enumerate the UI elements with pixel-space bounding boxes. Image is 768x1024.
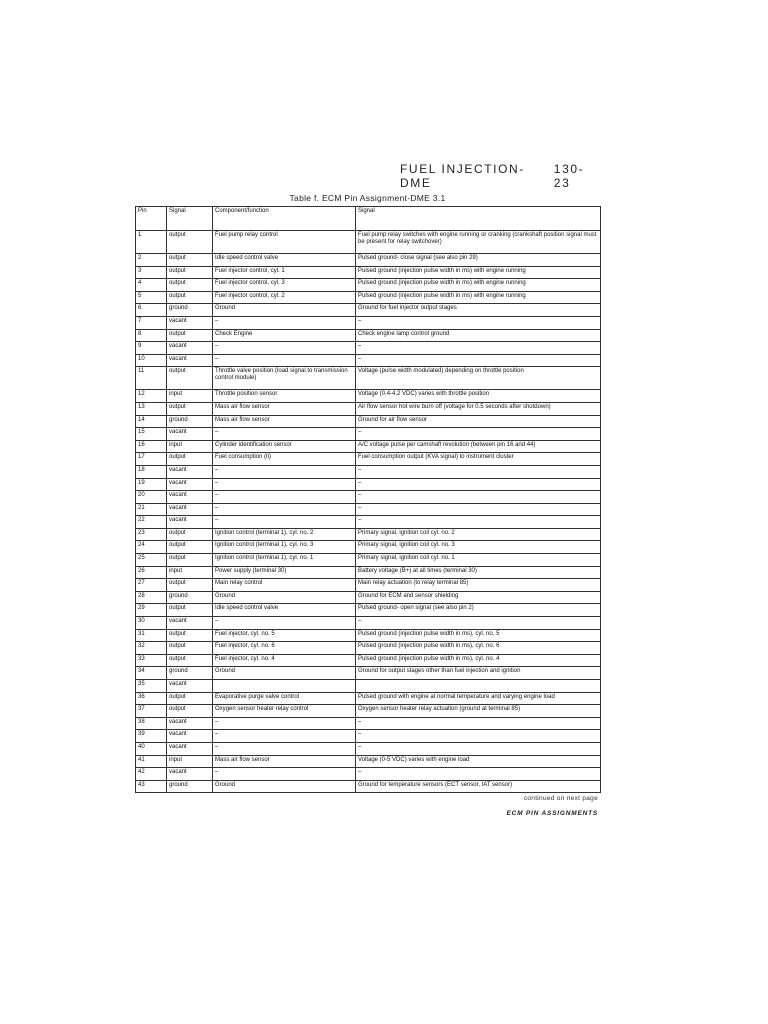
pin-cell: 8 [136,329,167,342]
component-cell: – [213,478,356,491]
component-cell: Ground [213,780,356,793]
table-row [136,579,601,592]
component-cell: – [213,768,356,781]
table-row [136,367,601,390]
signal-cell: output [167,541,213,554]
pin-cell: 5 [136,291,167,304]
component-cell: – [213,516,356,529]
description-cell: – [356,503,601,516]
description-cell: Pulsed ground (injection pulse width in ms), cyl. no. 5 [356,629,601,642]
pin-cell: 39 [136,730,167,743]
table-row [136,231,601,254]
signal-cell: output [167,266,213,279]
table-row [136,755,601,768]
table-row [136,402,601,415]
component-cell: Idle speed control valve [213,604,356,617]
description-cell: Voltage (pulse width modulated) depending on throttle position [356,367,601,390]
component-cell: Evaporative purge valve control [213,692,356,705]
description-cell: Ground for temperature sensors (ECT sensor, IAT sensor) [356,780,601,793]
table-row [136,465,601,478]
table-body [136,231,601,793]
component-cell: – [213,717,356,730]
signal-cell: output [167,402,213,415]
page-number: 130-23 [553,162,585,190]
signal-cell: vacant [167,742,213,755]
table-row [136,617,601,630]
description-cell: Oxygen sensor heater relay actuation (ground at terminal 85) [356,705,601,718]
pin-cell: 36 [136,692,167,705]
signal-cell: output [167,254,213,267]
description-cell: – [356,316,601,329]
pin-cell: 27 [136,579,167,592]
column-header-component: Component/function [213,207,356,231]
signal-cell: input [167,440,213,453]
component-cell: Ignition control (terminal 1), cyl. no. 2 [213,528,356,541]
pin-cell: 29 [136,604,167,617]
table-row [136,780,601,793]
pin-cell: 10 [136,354,167,367]
signal-cell: ground [167,304,213,317]
component-cell: Fuel injector control, cyl. 1 [213,266,356,279]
pin-cell: 21 [136,503,167,516]
pin-cell: 34 [136,667,167,680]
pin-cell: 23 [136,528,167,541]
component-cell: Check Engine [213,329,356,342]
component-cell: Mass air flow sensor [213,755,356,768]
pin-cell: 11 [136,367,167,390]
description-cell: Pulsed ground (injection pulse width in ms), cyl. no. 6 [356,642,601,655]
pin-cell: 13 [136,402,167,415]
signal-cell: vacant [167,465,213,478]
signal-cell: vacant [167,342,213,355]
signal-cell: vacant [167,730,213,743]
pin-cell: 42 [136,768,167,781]
pin-assignment-table [135,206,601,793]
table-row [136,730,601,743]
signal-cell: vacant [167,478,213,491]
description-cell: Primary signal, ignition coil cyl. no. 1 [356,554,601,567]
description-cell [356,680,601,693]
description-cell: A/C voltage pulse per camshaft revolution (between pin 16 and 44) [356,440,601,453]
table-row [136,304,601,317]
description-cell: Main relay actuation (to relay terminal 85) [356,579,601,592]
signal-cell: vacant [167,717,213,730]
table-row [136,667,601,680]
description-cell: Voltage (0-5 VDC) varies with engine load [356,755,601,768]
signal-cell: ground [167,780,213,793]
column-header-signal: Signal [167,207,213,231]
signal-cell: output [167,453,213,466]
description-cell: – [356,342,601,355]
pin-cell: 6 [136,304,167,317]
description-cell: Pulsed ground (injection pulse width in ms), cyl. no. 4 [356,654,601,667]
pin-cell: 22 [136,516,167,529]
component-cell: – [213,730,356,743]
signal-cell: output [167,554,213,567]
component-cell: – [213,491,356,504]
component-cell: Fuel injector control, cyl. 3 [213,279,356,292]
signal-cell: vacant [167,516,213,529]
pin-cell: 1 [136,231,167,254]
table-caption: Table f. ECM Pin Assignment-DME 3.1 [289,193,446,203]
pin-cell: 37 [136,705,167,718]
table-row [136,541,601,554]
component-cell: Ignition control (terminal 1), cyl. no. 3 [213,541,356,554]
table-row [136,440,601,453]
component-cell [213,680,356,693]
pin-cell: 41 [136,755,167,768]
component-cell: Main relay control [213,579,356,592]
component-cell: – [213,742,356,755]
component-cell: – [213,465,356,478]
description-cell: Fuel pump relay switches with engine running or cranking (crankshaft position signal must be present for relay switchover) [356,231,601,254]
table-row [136,428,601,441]
description-cell: Pulsed ground- open signal (see also pin 2) [356,604,601,617]
description-cell: Pulsed ground- close signal (see also pin 29) [356,254,601,267]
signal-cell: vacant [167,617,213,630]
description-cell: – [356,742,601,755]
description-cell: – [356,768,601,781]
pin-cell: 19 [136,478,167,491]
table-row [136,705,601,718]
pin-cell: 33 [136,654,167,667]
table-row [136,478,601,491]
description-cell: – [356,354,601,367]
pin-cell: 17 [136,453,167,466]
component-cell: Idle speed control valve [213,254,356,267]
table-row [136,680,601,693]
pin-cell: 26 [136,566,167,579]
table-row [136,591,601,604]
signal-cell: output [167,528,213,541]
table-row [136,266,601,279]
description-cell: Primary signal, ignition coil cyl. no. 3 [356,541,601,554]
table-row [136,453,601,466]
component-cell: Oxygen sensor heater relay control [213,705,356,718]
description-cell: Ground for ECM and sensor shielding [356,591,601,604]
signal-cell: ground [167,667,213,680]
pin-cell: 24 [136,541,167,554]
pin-cell: 32 [136,642,167,655]
description-cell: – [356,617,601,630]
component-cell: Power supply (terminal 30) [213,566,356,579]
table-row [136,566,601,579]
signal-cell: ground [167,591,213,604]
signal-cell: output [167,705,213,718]
table-row [136,316,601,329]
signal-cell: output [167,579,213,592]
signal-cell: vacant [167,354,213,367]
pin-cell: 38 [136,717,167,730]
description-cell: Ground for air flow sensor [356,415,601,428]
description-cell: Pulsed ground (injection pulse width in ms) with engine running [356,279,601,292]
signal-cell: vacant [167,680,213,693]
signal-cell: output [167,231,213,254]
signal-cell: input [167,390,213,403]
signal-cell: vacant [167,503,213,516]
component-cell: Fuel pump relay control [213,231,356,254]
component-cell: Fuel injector control, cyl. 2 [213,291,356,304]
pin-cell: 35 [136,680,167,693]
table-row [136,528,601,541]
signal-cell: output [167,692,213,705]
description-cell: – [356,478,601,491]
component-cell: Ground [213,667,356,680]
description-cell: – [356,730,601,743]
pin-cell: 31 [136,629,167,642]
pin-cell: 12 [136,390,167,403]
table-row [136,415,601,428]
signal-cell: output [167,367,213,390]
column-header-pin: Pin [136,207,167,231]
description-cell: – [356,516,601,529]
table-row [136,503,601,516]
pin-cell: 7 [136,316,167,329]
pin-cell: 9 [136,342,167,355]
table-row [136,390,601,403]
description-cell: Pulsed ground (injection pulse width in ms) with engine running [356,266,601,279]
description-cell: Ground for fuel injector output stages [356,304,601,317]
table-row [136,491,601,504]
table-row [136,717,601,730]
signal-cell: output [167,291,213,304]
pin-cell: 4 [136,279,167,292]
table-row [136,768,601,781]
pin-cell: 2 [136,254,167,267]
pin-cell: 15 [136,428,167,441]
pin-cell: 43 [136,780,167,793]
component-cell: Fuel injector, cyl. no. 4 [213,654,356,667]
signal-cell: vacant [167,768,213,781]
component-cell: – [213,342,356,355]
signal-cell: output [167,279,213,292]
table-row [136,642,601,655]
pin-cell: 28 [136,591,167,604]
description-cell: – [356,717,601,730]
component-cell: – [213,354,356,367]
component-cell: Fuel consumption (ti) [213,453,356,466]
component-cell: – [213,428,356,441]
component-cell: Cylinder identification sensor [213,440,356,453]
page-header [400,162,600,190]
table-row [136,604,601,617]
table-header-row [136,207,601,231]
component-cell: Fuel injector, cyl. no. 5 [213,629,356,642]
pin-cell: 3 [136,266,167,279]
signal-cell: vacant [167,316,213,329]
table-row [136,291,601,304]
signal-cell: output [167,604,213,617]
signal-cell: output [167,329,213,342]
component-cell: – [213,617,356,630]
table-row [136,692,601,705]
table-row [136,554,601,567]
description-cell: Pulsed ground (injection pulse width in ms) with engine running [356,291,601,304]
description-cell: Air flow sensor hot wire burn off (voltage for 0.5 seconds after shutdown) [356,402,601,415]
signal-cell: input [167,755,213,768]
pin-cell: 40 [136,742,167,755]
table-row [136,516,601,529]
pin-cell: 25 [136,554,167,567]
component-cell: Mass air flow sensor [213,402,356,415]
component-cell: Throttle valve position (load signal to transmission control module) [213,367,356,390]
table-row [136,329,601,342]
table-row [136,742,601,755]
description-cell: Pulsed ground with engine at normal temperature and varying engine load [356,692,601,705]
pin-cell: 16 [136,440,167,453]
signal-cell: input [167,566,213,579]
component-cell: Fuel injector, cyl. no. 6 [213,642,356,655]
component-cell: Ground [213,591,356,604]
signal-cell: vacant [167,428,213,441]
table-row [136,654,601,667]
footer-title: ECM PIN ASSIGNMENTS [506,810,598,817]
pin-cell: 20 [136,491,167,504]
description-cell: Ground for output stages other than fuel injection and ignition [356,667,601,680]
description-cell: – [356,491,601,504]
component-cell: Ignition control (terminal 1), cyl. no. 1 [213,554,356,567]
description-cell: Voltage (0.4-4.2 VDC) varies with throttle position [356,390,601,403]
table-row [136,254,601,267]
pin-cell: 18 [136,465,167,478]
table-row [136,279,601,292]
signal-cell: vacant [167,491,213,504]
description-cell: – [356,428,601,441]
description-cell: Fuel consumption output (KVA signal) to instrument cluster [356,453,601,466]
pin-cell: 30 [136,617,167,630]
signal-cell: output [167,642,213,655]
table-row [136,629,601,642]
component-cell: – [213,316,356,329]
table-row [136,354,601,367]
description-cell: Battery voltage (B+) at all times (terminal 30) [356,566,601,579]
description-cell: Check engine lamp control ground [356,329,601,342]
section-title: FUEL INJECTION-DME [400,162,525,190]
continued-note: continued on next page [523,795,598,802]
signal-cell: output [167,629,213,642]
component-cell: Mass air flow sensor [213,415,356,428]
pin-cell: 14 [136,415,167,428]
signal-cell: output [167,654,213,667]
table-row [136,342,601,355]
component-cell: – [213,503,356,516]
description-cell: – [356,465,601,478]
component-cell: Ground [213,304,356,317]
column-header-description: Signal [356,207,601,231]
component-cell: Throttle position sensor [213,390,356,403]
signal-cell: ground [167,415,213,428]
description-cell: Primary signal, ignition coil cyl. no. 2 [356,528,601,541]
